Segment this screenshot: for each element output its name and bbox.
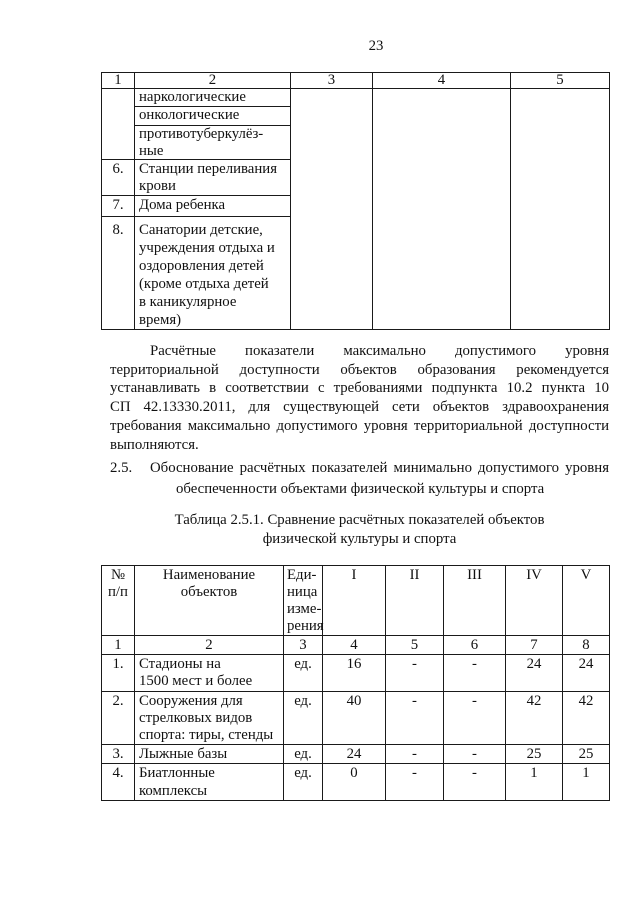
- table-row: [102, 745, 610, 764]
- paragraph-line: выполняются.: [110, 436, 199, 453]
- empty-number-cell: [102, 89, 135, 160]
- table-row: [102, 691, 610, 745]
- value-cell: -: [444, 655, 506, 691]
- header-name: Наименование объектов: [135, 566, 284, 636]
- row-number-cell: 2.: [102, 691, 135, 745]
- row-number-cell: 7.: [102, 196, 135, 217]
- row-number-cell: 4.: [102, 764, 135, 801]
- column-number: 1: [102, 73, 135, 89]
- header-level-i: I: [323, 566, 386, 636]
- column-number: 2: [135, 73, 291, 89]
- value-cell: 42: [506, 691, 563, 745]
- empty-value-cell: [373, 89, 511, 330]
- column-number: 5: [511, 73, 610, 89]
- paragraph-line: требования максимально допустимого уровня территориальной доступности: [110, 417, 609, 434]
- row-number-cell: 1.: [102, 655, 135, 691]
- table-row: [102, 89, 610, 107]
- value-cell: -: [444, 764, 506, 801]
- value-cell: 16: [323, 655, 386, 691]
- value-cell: 1: [506, 764, 563, 801]
- paragraph-line: СП 42.13330.2011, для существующей сети объектов здравоохранения: [110, 399, 609, 416]
- object-name-cell: Лыжные базы: [135, 745, 284, 764]
- column-number: 3: [291, 73, 373, 89]
- sports-facilities-table: [101, 565, 610, 801]
- object-name-cell: противотуберкулёз- ные: [135, 126, 291, 160]
- body-paragraph: [110, 342, 609, 454]
- object-name-cell: онкологические: [135, 107, 291, 126]
- value-cell: -: [386, 745, 444, 764]
- column-number: 3: [284, 636, 323, 655]
- object-name-cell: Стадионы на 1500 мест и более: [135, 655, 284, 691]
- value-cell: 40: [323, 691, 386, 745]
- object-name-cell: Дома ребенка: [135, 196, 291, 217]
- header-level-iv: IV: [506, 566, 563, 636]
- section-title-line: обеспеченности объектами физической культуры и спорта: [176, 481, 545, 497]
- table-caption: [110, 511, 609, 549]
- value-cell: 25: [506, 745, 563, 764]
- table-row: [102, 764, 610, 801]
- object-name-cell: Станции переливания крови: [135, 160, 291, 196]
- column-number: 4: [373, 73, 511, 89]
- value-cell: -: [386, 691, 444, 745]
- value-cell: -: [444, 745, 506, 764]
- header-level-ii: II: [386, 566, 444, 636]
- paragraph-line: Расчётные показатели максимально допустимого уровня: [150, 343, 609, 359]
- row-number-cell: 8.: [102, 217, 135, 330]
- unit-cell: ед.: [284, 655, 323, 691]
- value-cell: -: [386, 764, 444, 801]
- caption-line: физической культуры и спорта: [262, 531, 457, 547]
- column-numbers-row: [102, 636, 610, 655]
- value-cell: 24: [563, 655, 610, 691]
- object-name-cell: Санатории детские, учреждения отдыха и оздоровления детей (кроме отдыха детей в каникулярное время): [135, 217, 291, 330]
- row-number-cell: 6.: [102, 160, 135, 196]
- caption-line: Таблица 2.5.1. Сравнение расчётных показателей объектов: [174, 512, 545, 528]
- object-name-cell: Биатлонные комплексы: [135, 764, 284, 801]
- header-unit: Еди- ница изме- рения: [284, 566, 323, 636]
- column-number: 8: [563, 636, 610, 655]
- unit-cell: ед.: [284, 745, 323, 764]
- object-name-cell: Сооружения для стрелковых видов спорта: тиры, стенды: [135, 691, 284, 745]
- column-number: 4: [323, 636, 386, 655]
- table-row: [102, 655, 610, 691]
- unit-cell: ед.: [284, 764, 323, 801]
- value-cell: 42: [563, 691, 610, 745]
- header-level-v: V: [563, 566, 610, 636]
- value-cell: 24: [323, 745, 386, 764]
- column-number: 7: [506, 636, 563, 655]
- value-cell: 24: [506, 655, 563, 691]
- table-header-row: [102, 566, 610, 636]
- paragraph-line: устанавливать в соответствии с требованиями подпункта 10.2 пункта 10: [110, 380, 609, 397]
- value-cell: 0: [323, 764, 386, 801]
- paragraph-line: территориальной доступности объектов образования рекомендуется: [110, 361, 609, 378]
- empty-value-cell: [291, 89, 373, 330]
- row-number-cell: 3.: [102, 745, 135, 764]
- section-number: 2.5.: [110, 460, 133, 476]
- section-title-line: Обоснование расчётных показателей минимально допустимого уровня: [150, 460, 609, 476]
- empty-value-cell: [511, 89, 610, 330]
- value-cell: 1: [563, 764, 610, 801]
- value-cell: -: [386, 655, 444, 691]
- column-number: 2: [135, 636, 284, 655]
- value-cell: 25: [563, 745, 610, 764]
- column-number: 1: [102, 636, 135, 655]
- unit-cell: ед.: [284, 691, 323, 745]
- column-number: 6: [444, 636, 506, 655]
- object-name-cell: наркологические: [135, 89, 291, 107]
- header-number: № п/п: [102, 566, 135, 636]
- continued-table: [101, 72, 610, 330]
- column-number: 5: [386, 636, 444, 655]
- page-number: 23: [368, 38, 384, 54]
- header-level-iii: III: [444, 566, 506, 636]
- value-cell: -: [444, 691, 506, 745]
- table-header-row: [102, 73, 610, 89]
